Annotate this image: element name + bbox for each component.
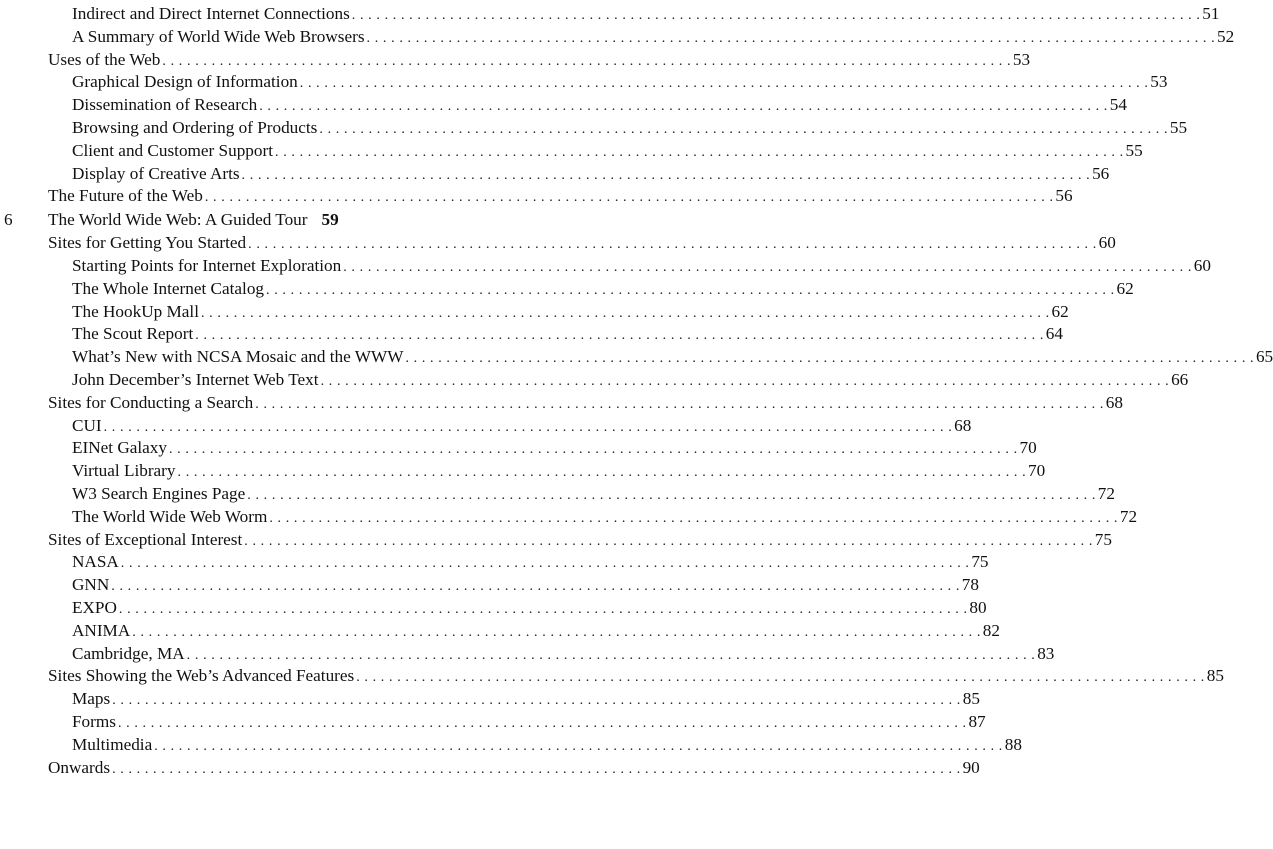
toc-entry[interactable] bbox=[0, 437, 1037, 460]
toc-entry-page-number: 52 bbox=[1217, 26, 1235, 46]
toc-entry[interactable] bbox=[0, 620, 1000, 643]
toc-entry-title: The Future of the Web bbox=[48, 186, 203, 206]
toc-entry-title: Virtual Library bbox=[72, 461, 176, 481]
toc-entry-page-number: 62 bbox=[1051, 301, 1069, 321]
toc-entry-page-number: 54 bbox=[1109, 95, 1127, 115]
toc-entry-title: The HookUp Mall bbox=[72, 301, 199, 321]
toc-entry-line bbox=[48, 185, 1073, 210]
toc-section-before bbox=[0, 3, 1235, 208]
toc-entry[interactable] bbox=[0, 415, 972, 438]
toc-entry-line bbox=[72, 506, 1138, 531]
toc-entry[interactable] bbox=[0, 506, 1138, 529]
dot-leader: . . . . . . . . . . . . . . . . . . . . . . . . . . . . . . . . . . . . . . . . . . . . . . . . . . . . . . . . . . . . . . . . . . . . . . . . . . . . . . . . . . . . . . . . . . . . . . . . . . . . . . . . bbox=[241, 167, 1091, 183]
toc-entry-line bbox=[72, 255, 1211, 280]
dot-leader: . . . . . . . . . . . . . . . . . . . . . . . . . . . . . . . . . . . . . . . . . . . . . . . . . . . . . . . . . . . . . . . . . . . . . . . . . . . . . . . . . . . . . . . . . . . . . . . . . . . . . . . . bbox=[118, 601, 968, 617]
toc-entry-title: Graphical Design of Information bbox=[72, 72, 298, 92]
toc-entry-page-number: 70 bbox=[1028, 461, 1046, 481]
toc-entry-line bbox=[72, 140, 1143, 165]
toc-entry-page-number: 72 bbox=[1119, 506, 1138, 526]
toc-entry-page-number: 68 bbox=[1105, 392, 1123, 412]
toc-entry[interactable] bbox=[0, 323, 1063, 346]
toc-entry-title: Browsing and Ordering of Products bbox=[72, 117, 318, 137]
toc-entry[interactable] bbox=[0, 711, 986, 734]
toc-entry[interactable] bbox=[0, 597, 987, 620]
toc-entry[interactable] bbox=[0, 734, 1022, 757]
toc-entry-title: Forms bbox=[72, 711, 116, 731]
toc-section-after bbox=[0, 232, 1273, 779]
toc-entry[interactable] bbox=[0, 369, 1189, 392]
toc-entry-page-number: 55 bbox=[1125, 140, 1143, 160]
toc-entry-line bbox=[72, 711, 986, 736]
toc-entry[interactable] bbox=[0, 392, 1123, 415]
toc-entry-title: Sites for Getting You Started bbox=[48, 233, 247, 253]
toc-entry-title: The Scout Report bbox=[72, 324, 194, 344]
toc-entry-line bbox=[72, 117, 1188, 142]
toc-entry-title: Onwards bbox=[48, 757, 111, 777]
toc-entry-page-number: 80 bbox=[969, 597, 987, 617]
toc-entry-line bbox=[72, 551, 989, 576]
toc-entry-page-number: 75 bbox=[1094, 529, 1112, 549]
dot-leader: . . . . . . . . . . . . . . . . . . . . . . . . . . . . . . . . . . . . . . . . . . . . . . . . . . . . . . . . . . . . . . . . . . . . . . . . . . . . . . . . . . . . . . . . . . . . . . . . . . . . . . . . bbox=[319, 121, 1169, 137]
toc-entry[interactable] bbox=[0, 574, 979, 597]
toc-entry-title: Multimedia bbox=[72, 734, 153, 754]
toc-entry-title: A Summary of World Wide Web Browsers bbox=[72, 26, 365, 46]
toc-entry[interactable] bbox=[0, 551, 989, 574]
toc-entry-page-number: 70 bbox=[1019, 438, 1037, 458]
toc-entry-line bbox=[72, 643, 1055, 668]
toc-entry-page-number: 75 bbox=[971, 552, 989, 572]
table-of-contents bbox=[0, 3, 1273, 779]
toc-entry-page-number: 85 bbox=[962, 689, 980, 709]
toc-entry[interactable] bbox=[0, 163, 1110, 186]
toc-entry-title: The Whole Internet Catalog bbox=[72, 278, 265, 298]
toc-entry-title: Client and Customer Support bbox=[72, 140, 273, 160]
toc-entry-title: The World Wide Web Worm bbox=[72, 506, 268, 526]
toc-entry-title: W3 Search Engines Page bbox=[72, 483, 246, 503]
toc-entry-page-number: 62 bbox=[1116, 278, 1134, 298]
toc-entry-line bbox=[72, 460, 1046, 485]
dot-leader: . . . . . . . . . . . . . . . . . . . . . . . . . . . . . . . . . . . . . . . . . . . . . . . . . . . . . . . . . . . . . . . . . . . . . . . . . . . . . . . . . . . . . . . . . . . . . . . . . . . . . . . . bbox=[269, 510, 1119, 526]
toc-entry[interactable] bbox=[0, 665, 1224, 688]
toc-entry-page-number: 88 bbox=[1004, 734, 1022, 754]
toc-entry-page-number: 85 bbox=[1206, 666, 1224, 686]
toc-entry-line bbox=[72, 346, 1273, 371]
toc-entry-line bbox=[72, 483, 1115, 508]
toc-entry-title: Cambridge, MA bbox=[72, 643, 185, 663]
toc-entry-title: Sites Showing the Web’s Advanced Features bbox=[48, 666, 355, 686]
toc-entry-line bbox=[48, 232, 1116, 257]
dot-leader: . . . . . . . . . . . . . . . . . . . . . . . . . . . . . . . . . . . . . . . . . . . . . . . . . . . . . . . . . . . . . . . . . . . . . . . . . . . . . . . . . . . . . . . . . . . . . . . . . . . . . . . . bbox=[405, 351, 1255, 367]
dot-leader: . . . . . . . . . . . . . . . . . . . . . . . . . . . . . . . . . . . . . . . . . . . . . . . . . . . . . . . . . . . . . . . . . . . . . . . . . . . . . . . . . . . . . . . . . . . . . . . . . . . . . . . . bbox=[356, 670, 1205, 686]
dot-leader: . . . . . . . . . . . . . . . . . . . . . . . . . . . . . . . . . . . . . . . . . . . . . . . . . . . . . . . . . . . . . . . . . . . . . . . . . . . . . . . . . . . . . . . . . . . . . . . . . . . . . . . . bbox=[351, 8, 1201, 23]
dot-leader: . . . . . . . . . . . . . . . . . . . . . . . . . . . . . . . . . . . . . . . . . . . . . . . . . . . . . . . . . . . . . . . . . . . . . . . . . . . . . . . . . . . . . . . . . . . . . . . . . . . . . . . . bbox=[259, 99, 1108, 115]
toc-entry-page-number: 56 bbox=[1055, 186, 1073, 206]
dot-leader: . . . . . . . . . . . . . . . . . . . . . . . . . . . . . . . . . . . . . . . . . . . . . . . . . . . . . . . . . . . . . . . . . . . . . . . . . . . . . . . . . . . . . . . . . . . . . . . . . . . . . . . . bbox=[177, 465, 1027, 481]
toc-entry-line bbox=[72, 620, 1000, 645]
toc-entry[interactable] bbox=[0, 460, 1046, 483]
toc-entry-line bbox=[72, 94, 1127, 119]
toc-entry[interactable] bbox=[0, 483, 1115, 506]
toc-entry-line bbox=[72, 437, 1037, 462]
dot-leader: . . . . . . . . . . . . . . . . . . . . . . . . . . . . . . . . . . . . . . . . . . . . . . . . . . . . . . . . . . . . . . . . . . . . . . . . . . . . . . . . . . . . . . . . . . . . . . . . . . . . . . . . bbox=[366, 30, 1216, 46]
toc-entry-page-number: 82 bbox=[982, 620, 1000, 640]
toc-entry[interactable] bbox=[0, 3, 1220, 26]
toc-entry-title: NASA bbox=[72, 552, 119, 572]
toc-entry-line bbox=[48, 665, 1224, 690]
toc-entry-line bbox=[72, 3, 1220, 28]
toc-entry-line bbox=[72, 163, 1110, 188]
toc-entry-line bbox=[72, 301, 1069, 326]
toc-entry-title: Sites for Conducting a Search bbox=[48, 392, 254, 412]
toc-entry-line bbox=[48, 529, 1112, 554]
dot-leader: . . . . . . . . . . . . . . . . . . . . . . . . . . . . . . . . . . . . . . . . . . . . . . . . . . . . . . . . . . . . . . . . . . . . . . . . . . . . . . . . . . . . . . . . . . . . . . . . . . . . . . . . bbox=[103, 419, 953, 435]
toc-entry-page-number: 87 bbox=[968, 711, 986, 731]
toc-entry-title: John December’s Internet Web Text bbox=[72, 369, 319, 389]
dot-leader: . . . . . . . . . . . . . . . . . . . . . . . . . . . . . . . . . . . . . . . . . . . . . . . . . . . . . . . . . . . . . . . . . . . . . . . . . . . . . . . . . . . . . . . . . . . . . . . . . . . . . . . . bbox=[255, 396, 1104, 412]
toc-entry[interactable] bbox=[0, 346, 1273, 369]
toc-entry-line bbox=[72, 688, 980, 713]
toc-entry-page-number: 55 bbox=[1169, 117, 1188, 137]
chapter-heading[interactable] bbox=[0, 208, 600, 232]
chapter-title: The World Wide Web: A Guided Tour bbox=[48, 210, 308, 230]
chapter-number: 6 bbox=[4, 210, 13, 230]
toc-entry[interactable] bbox=[0, 26, 1235, 49]
toc-entry-page-number: 66 bbox=[1171, 369, 1189, 389]
toc-entry-line bbox=[72, 574, 979, 599]
dot-leader: . . . . . . . . . . . . . . . . . . . . . . . . . . . . . . . . . . . . . . . . . . . . . . . . . . . . . . . . . . . . . . . . . . . . . . . . . . . . . . . . . . . . . . . . . . . . . . . . . . . . . . . . bbox=[162, 53, 1012, 69]
toc-entry-title: EINet Galaxy bbox=[72, 438, 167, 458]
toc-entry-page-number: 60 bbox=[1193, 255, 1211, 275]
chapter-title-wrap bbox=[48, 208, 339, 232]
toc-entry-title: CUI bbox=[72, 415, 102, 435]
toc-entry[interactable] bbox=[0, 232, 1116, 255]
toc-entry[interactable] bbox=[0, 688, 980, 711]
toc-entry[interactable] bbox=[0, 94, 1127, 117]
toc-entry-page-number: 68 bbox=[954, 415, 972, 435]
toc-entry-page-number: 65 bbox=[1255, 347, 1273, 367]
toc-entry-page-number: 83 bbox=[1037, 643, 1055, 663]
toc-entry-page-number: 90 bbox=[962, 757, 980, 777]
toc-entry-page-number: 56 bbox=[1092, 163, 1110, 183]
dot-leader: . . . . . . . . . . . . . . . . . . . . . . . . . . . . . . . . . . . . . . . . . . . . . . . . . . . . . . . . . . . . . . . . . . . . . . . . . . . . . . . . . . . . . . . . . . . . . . . . . . . . . . . . bbox=[111, 579, 960, 595]
toc-entry-title: Starting Points for Internet Exploration bbox=[72, 255, 342, 275]
toc-entry-line bbox=[48, 757, 980, 782]
toc-entry[interactable] bbox=[0, 49, 1031, 72]
dot-leader: . . . . . . . . . . . . . . . . . . . . . . . . . . . . . . . . . . . . . . . . . . . . . . . . . . . . . . . . . . . . . . . . . . . . . . . . . . . . . . . . . . . . . . . . . . . . . . . . . . . . . . . . bbox=[247, 487, 1096, 503]
toc-entry[interactable] bbox=[0, 529, 1112, 552]
toc-entry-page-number: 72 bbox=[1097, 483, 1115, 503]
dot-leader: . . . . . . . . . . . . . . . . . . . . . . . . . . . . . . . . . . . . . . . . . . . . . . . . . . . . . . . . . . . . . . . . . . . . . . . . . . . . . . . . . . . . . . . . . . . . . . . . . . . . . . . . bbox=[299, 76, 1149, 92]
toc-entry-title: Display of Creative Arts bbox=[72, 163, 240, 183]
toc-entry[interactable] bbox=[0, 185, 1073, 208]
toc-entry-line bbox=[72, 278, 1134, 303]
toc-entry-title: Sites of Exceptional Interest bbox=[48, 529, 243, 549]
toc-entry-line bbox=[72, 323, 1063, 348]
toc-entry-page-number: 51 bbox=[1202, 4, 1220, 23]
toc-entry[interactable] bbox=[0, 71, 1168, 94]
toc-entry-line bbox=[72, 415, 972, 440]
toc-entry-title: ANIMA bbox=[72, 620, 131, 640]
toc-entry-line bbox=[48, 392, 1123, 417]
toc-entry-line bbox=[48, 49, 1031, 74]
toc-entry-line bbox=[72, 369, 1189, 394]
toc-entry[interactable] bbox=[0, 255, 1211, 278]
toc-entry-line bbox=[72, 734, 1022, 759]
toc-entry[interactable] bbox=[0, 117, 1188, 140]
toc-entry-page-number: 78 bbox=[961, 575, 979, 595]
toc-entry-title: Indirect and Direct Internet Connections bbox=[72, 4, 350, 23]
toc-entry-line bbox=[72, 71, 1168, 96]
toc-entry-line bbox=[72, 26, 1235, 51]
toc-entry-page-number: 53 bbox=[1012, 49, 1031, 69]
toc-entry-title: GNN bbox=[72, 575, 110, 595]
toc-entry-title: Maps bbox=[72, 689, 111, 709]
dot-leader: . . . . . . . . . . . . . . . . . . . . . . . . . . . . . . . . . . . . . . . . . . . . . . . . . . . . . . . . . . . . . . . . . . . . . . . . . . . . . . . . . . . . . . . . . . . . . . . . . . . . . . . . bbox=[168, 442, 1018, 458]
dot-leader: . . . . . . . . . . . . . . . . . . . . . . . . . . . . . . . . . . . . . . . . . . . . . . . . . . . . . . . . . . . . . . . . . . . . . . . . . . . . . . . . . . . . . . . . . . . . . . . . . . . . . . . . bbox=[244, 533, 1093, 549]
chapter-page-number: 59 bbox=[321, 210, 339, 230]
dot-leader: . . . . . . . . . . . . . . . . . . . . . . . . . . . . . . . . . . . . . . . . . . . . . . . . . . . . . . . . . . . . . . . . . . . . . . . . . . . . . . . . . . . . . . . . . . . . . . . . . . . . . . . . bbox=[320, 373, 1170, 389]
dot-leader: . . . . . . . . . . . . . . . . . . . . . . . . . . . . . . . . . . . . . . . . . . . . . . . . . . . . . . . . . . . . . . . . . . . . . . . . . . . . . . . . . . . . . . . . . . . . . . . . . . . . . . . . bbox=[112, 761, 961, 777]
dot-leader: . . . . . . . . . . . . . . . . . . . . . . . . . . . . . . . . . . . . . . . . . . . . . . . . . . . . . . . . . . . . . . . . . . . . . . . . . . . . . . . . . . . . . . . . . . . . . . . . . . . . . . . . bbox=[204, 190, 1054, 206]
toc-entry-title: What’s New with NCSA Mosaic and the WWW bbox=[72, 347, 404, 367]
dot-leader: . . . . . . . . . . . . . . . . . . . . . . . . . . . . . . . . . . . . . . . . . . . . . . . . . . . . . . . . . . . . . . . . . . . . . . . . . . . . . . . . . . . . . . . . . . . . . . . . . . . . . . . . bbox=[275, 144, 1124, 160]
dot-leader: . . . . . . . . . . . . . . . . . . . . . . . . . . . . . . . . . . . . . . . . . . . . . . . . . . . . . . . . . . . . . . . . . . . . . . . . . . . . . . . . . . . . . . . . . . . . . . . . . . . . . . . . bbox=[195, 328, 1044, 344]
dot-leader: . . . . . . . . . . . . . . . . . . . . . . . . . . . . . . . . . . . . . . . . . . . . . . . . . . . . . . . . . . . . . . . . . . . . . . . . . . . . . . . . . . . . . . . . . . . . . . . . . . . . . . . . bbox=[132, 624, 981, 640]
toc-entry[interactable] bbox=[0, 301, 1069, 324]
dot-leader: . . . . . . . . . . . . . . . . . . . . . . . . . . . . . . . . . . . . . . . . . . . . . . . . . . . . . . . . . . . . . . . . . . . . . . . . . . . . . . . . . . . . . . . . . . . . . . . . . . . . . . . . bbox=[266, 282, 1115, 298]
toc-entry-title: Uses of the Web bbox=[48, 49, 161, 69]
dot-leader: . . . . . . . . . . . . . . . . . . . . . . . . . . . . . . . . . . . . . . . . . . . . . . . . . . . . . . . . . . . . . . . . . . . . . . . . . . . . . . . . . . . . . . . . . . . . . . . . . . . . . . . . bbox=[117, 715, 967, 731]
dot-leader: . . . . . . . . . . . . . . . . . . . . . . . . . . . . . . . . . . . . . . . . . . . . . . . . . . . . . . . . . . . . . . . . . . . . . . . . . . . . . . . . . . . . . . . . . . . . . . . . . . . . . . . . bbox=[200, 305, 1050, 321]
toc-entry[interactable] bbox=[0, 278, 1134, 301]
toc-entry-line bbox=[72, 597, 987, 622]
toc-entry-page-number: 53 bbox=[1150, 72, 1168, 92]
toc-entry[interactable] bbox=[0, 757, 980, 780]
toc-entry-title: Dissemination of Research bbox=[72, 95, 258, 115]
toc-entry[interactable] bbox=[0, 140, 1143, 163]
dot-leader: . . . . . . . . . . . . . . . . . . . . . . . . . . . . . . . . . . . . . . . . . . . . . . . . . . . . . . . . . . . . . . . . . . . . . . . . . . . . . . . . . . . . . . . . . . . . . . . . . . . . . . . . bbox=[186, 647, 1036, 663]
toc-entry-title: EXPO bbox=[72, 597, 117, 617]
dot-leader: . . . . . . . . . . . . . . . . . . . . . . . . . . . . . . . . . . . . . . . . . . . . . . . . . . . . . . . . . . . . . . . . . . . . . . . . . . . . . . . . . . . . . . . . . . . . . . . . . . . . . . . . bbox=[248, 237, 1097, 253]
toc-entry[interactable] bbox=[0, 643, 1055, 666]
dot-leader: . . . . . . . . . . . . . . . . . . . . . . . . . . . . . . . . . . . . . . . . . . . . . . . . . . . . . . . . . . . . . . . . . . . . . . . . . . . . . . . . . . . . . . . . . . . . . . . . . . . . . . . . bbox=[154, 738, 1003, 754]
dot-leader: . . . . . . . . . . . . . . . . . . . . . . . . . . . . . . . . . . . . . . . . . . . . . . . . . . . . . . . . . . . . . . . . . . . . . . . . . . . . . . . . . . . . . . . . . . . . . . . . . . . . . . . . bbox=[112, 693, 961, 709]
dot-leader: . . . . . . . . . . . . . . . . . . . . . . . . . . . . . . . . . . . . . . . . . . . . . . . . . . . . . . . . . . . . . . . . . . . . . . . . . . . . . . . . . . . . . . . . . . . . . . . . . . . . . . . . bbox=[343, 259, 1192, 275]
toc-entry-page-number: 60 bbox=[1098, 233, 1116, 253]
dot-leader: . . . . . . . . . . . . . . . . . . . . . . . . . . . . . . . . . . . . . . . . . . . . . . . . . . . . . . . . . . . . . . . . . . . . . . . . . . . . . . . . . . . . . . . . . . . . . . . . . . . . . . . . bbox=[120, 556, 970, 572]
toc-entry-page-number: 64 bbox=[1045, 324, 1063, 344]
